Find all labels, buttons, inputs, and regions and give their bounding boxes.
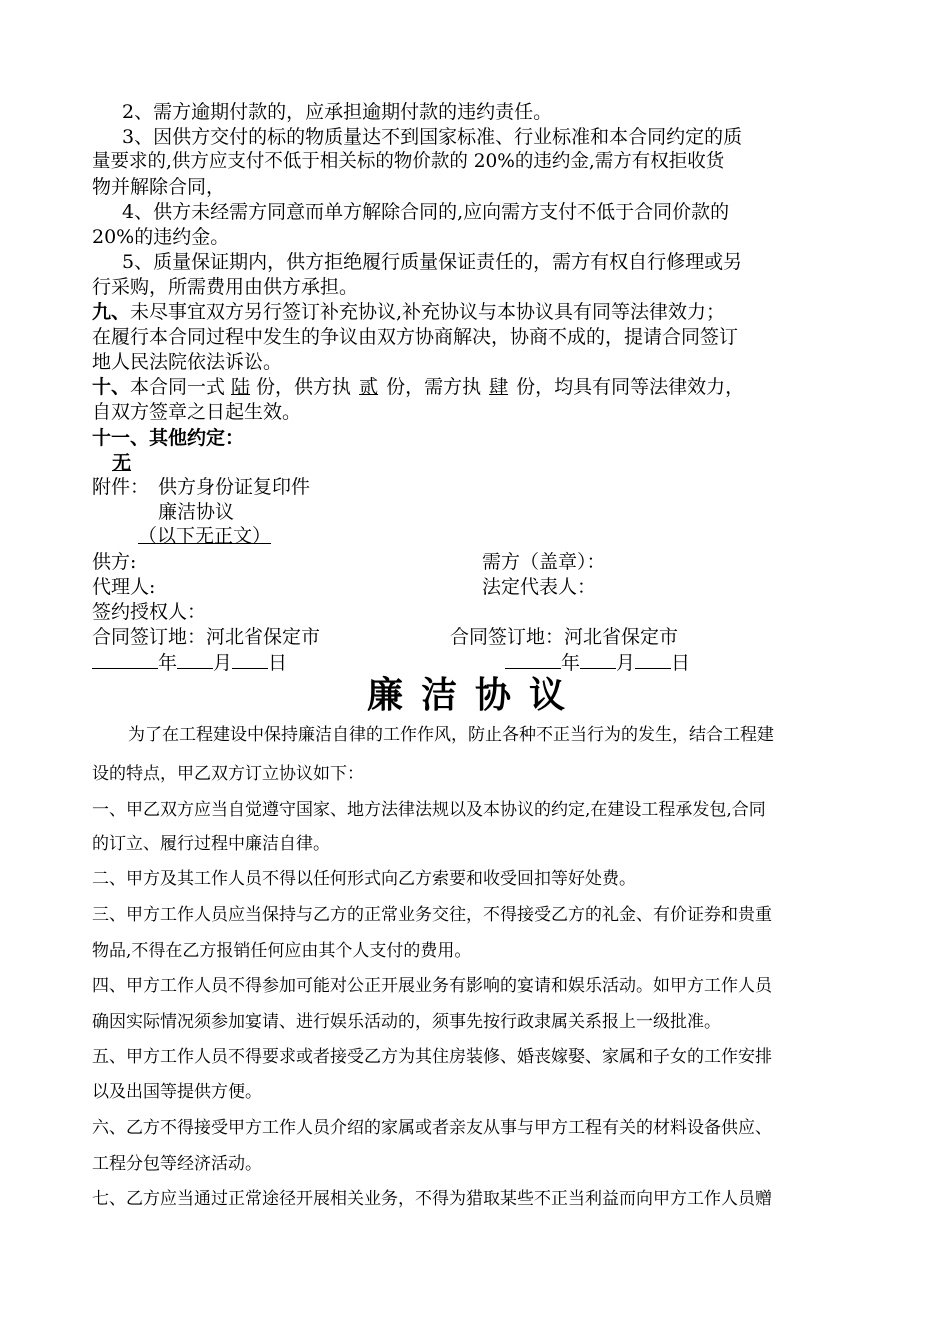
section-10-line: 自双方签章之日起生效。 bbox=[92, 401, 302, 423]
agreement-line: 的订立、履行过程中廉洁自律。 bbox=[92, 834, 330, 854]
section-10-heading: 十、 bbox=[92, 376, 131, 398]
signing-place-right: 合同签订地：河北省保定市 bbox=[450, 626, 679, 648]
agreement-line: 工程分包等经济活动。 bbox=[92, 1154, 262, 1174]
clause-line: 物并解除合同， bbox=[92, 176, 226, 198]
section-10-text: 份，均具有同等法律效力， bbox=[516, 376, 745, 398]
date-right bbox=[505, 650, 690, 675]
agent-label: 代理人: bbox=[92, 576, 156, 598]
agreement-line: 七、乙方应当通过正常途径开展相关业务，不得为猎取某些不正当利益而向甲方工作人员赠 bbox=[92, 1189, 772, 1209]
section-11-value: 无 bbox=[112, 452, 132, 474]
section-9-line: 在履行本合同过程中发生的争议由双方协商解决，协商不成的，提请合同签订 bbox=[92, 326, 739, 348]
section-10-text: 份，需方执 bbox=[386, 376, 482, 398]
agreement-line: 四、甲方工作人员不得参加可能对公正开展业务有影响的宴请和娱乐活动。如甲方工作人员 bbox=[92, 976, 772, 996]
attachment-item: 供方身份证复印件 bbox=[158, 476, 311, 498]
date-left bbox=[92, 650, 287, 675]
agreement-line: 以及出国等提供方便。 bbox=[92, 1082, 262, 1102]
section-10-line bbox=[92, 375, 744, 399]
agreement-title: 廉洁协议 bbox=[366, 674, 583, 716]
agreement-line: 物品,不得在乙方报销任何应由其个人支付的费用。 bbox=[92, 941, 472, 961]
agreement-line: 为了在工程建设中保持廉洁自律的工作作风，防止各种不正当行为的发生，结合工程建 bbox=[128, 725, 774, 745]
clause-line: 2、需方逾期付款的，应承担逾期付款的违约责任。 bbox=[122, 101, 553, 123]
supplier-label: 供方: bbox=[92, 551, 137, 573]
year-blank bbox=[92, 650, 158, 669]
agreement-line: 设的特点，甲乙双方订立协议如下： bbox=[92, 764, 364, 784]
copies-buyer: 肆 bbox=[489, 376, 509, 398]
copies-total: 陆 bbox=[231, 376, 251, 398]
agreement-line: 六、乙方不得接受甲方工作人员介绍的家属或者亲友从事与甲方工程有关的材料设备供应、 bbox=[92, 1118, 772, 1138]
section-11-heading: 十一、其他约定： bbox=[92, 427, 245, 449]
year-label: 年 bbox=[561, 652, 581, 674]
section-10-text: 份，供方执 bbox=[256, 376, 352, 398]
day-label: 日 bbox=[671, 652, 691, 674]
year-label: 年 bbox=[158, 652, 178, 674]
year-blank bbox=[505, 650, 561, 669]
clause-line: 4、供方未经需方同意而单方解除合同的,应向需方支付不低于合同价款的 bbox=[122, 201, 730, 223]
clause-line: 行采购，所需费用由供方承担。 bbox=[92, 276, 359, 298]
authorized-signatory-label: 签约授权人： bbox=[92, 601, 207, 623]
month-blank bbox=[177, 650, 213, 669]
section-10-text: 本合同一式 bbox=[130, 376, 226, 398]
agreement-line: 二、甲方及其工作人员不得以任何形式向乙方索要和收受回扣等好处费。 bbox=[92, 869, 636, 889]
agreement-line: 三、甲方工作人员应当保持与乙方的正常业务交往，不得接受乙方的礼金、有价证券和贵重 bbox=[92, 905, 772, 925]
clause-line: 20%的违约金。 bbox=[92, 226, 230, 248]
section-9-heading: 九、 bbox=[92, 301, 131, 323]
section-9-line: 地人民法院依法诉讼。 bbox=[92, 351, 283, 373]
day-label: 日 bbox=[268, 652, 288, 674]
section-9-line bbox=[92, 300, 725, 324]
agreement-line: 确因实际情况须参加宴请、进行娱乐活动的，须事先按行政隶属关系报上一级批准。 bbox=[92, 1012, 721, 1032]
no-further-text: （以下无正文） bbox=[138, 525, 272, 547]
agreement-line: 一、甲乙双方应当自觉遵守国家、地方法律法规以及本协议的约定,在建设工程承发包,合同 bbox=[92, 800, 766, 820]
month-label: 月 bbox=[616, 652, 636, 674]
clause-line: 5、质量保证期内，供方拒绝履行质量保证责任的，需方有权自行修理或另 bbox=[122, 251, 743, 273]
copies-supplier: 贰 bbox=[359, 376, 379, 398]
attachment-item: 廉洁协议 bbox=[158, 501, 235, 523]
month-label: 月 bbox=[213, 652, 233, 674]
day-blank bbox=[635, 650, 671, 669]
month-blank bbox=[580, 650, 616, 669]
clause-line: 3、因供方交付的标的物质量达不到国家标准、行业标准和本合同约定的质 bbox=[122, 126, 743, 148]
agreement-line: 五、甲方工作人员不得要求或者接受乙方为其住房装修、婚丧嫁娶、家属和子女的工作安排 bbox=[92, 1047, 772, 1067]
clause-line: 量要求的,供方应支付不低于相关标的物价款的 20%的违约金,需方有权拒收货 bbox=[92, 151, 725, 172]
attachments-label: 附件： bbox=[92, 476, 150, 498]
section-9-text: 未尽事宜双方另行签订补充协议,补充协议与本协议具有同等法律效力； bbox=[130, 301, 726, 323]
signing-place-left: 合同签订地：河北省保定市 bbox=[92, 626, 321, 648]
buyer-label: 需方（盖章）： bbox=[482, 551, 606, 573]
day-blank bbox=[232, 650, 268, 669]
legal-representative-label: 法定代表人： bbox=[482, 576, 597, 598]
